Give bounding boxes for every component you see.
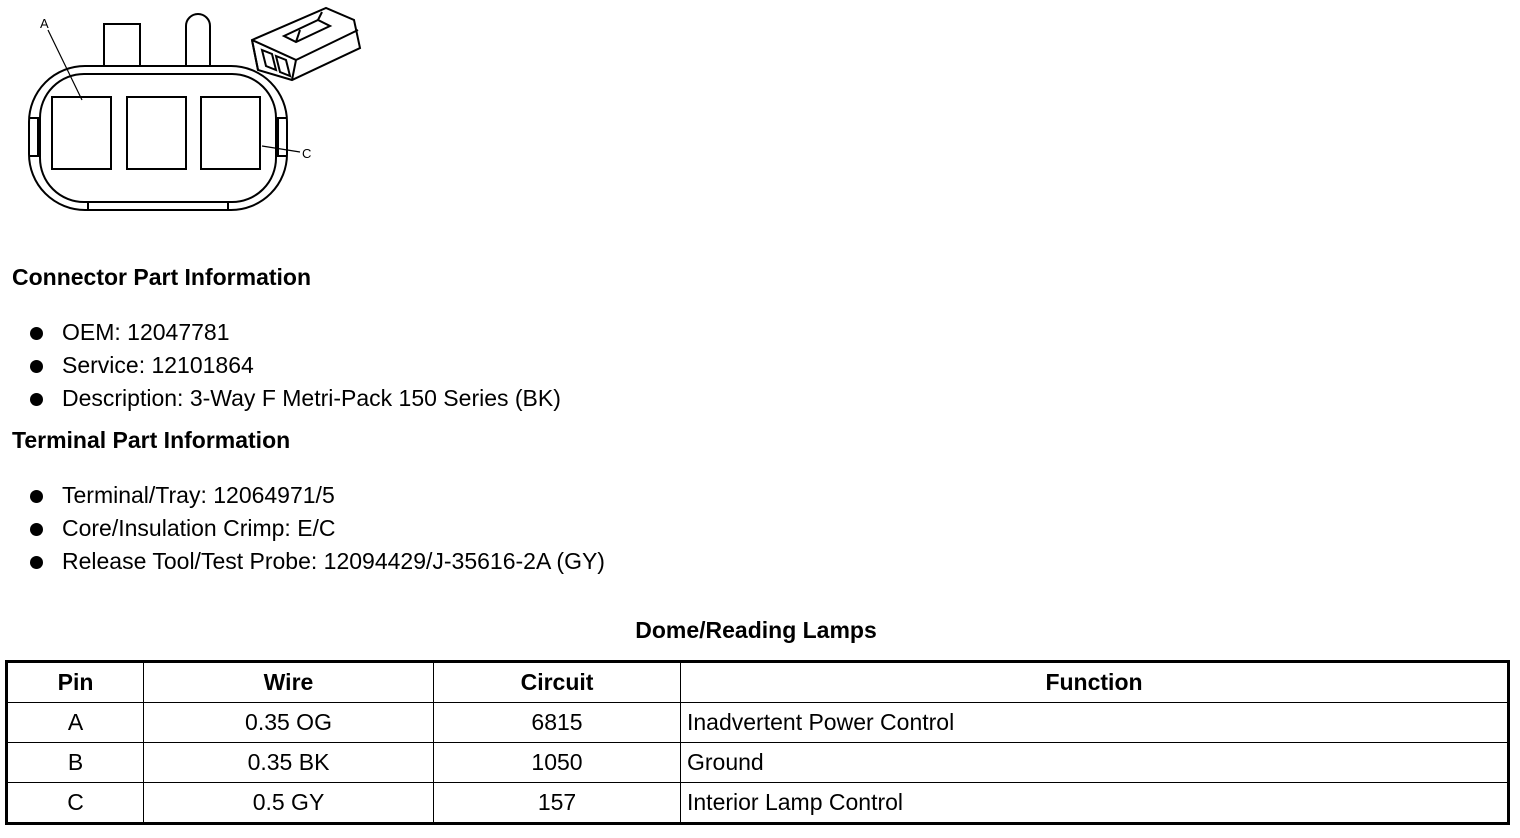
- cell-function: Interior Lamp Control: [681, 783, 1509, 824]
- cell-circuit: 1050: [434, 743, 681, 783]
- cell-wire: 0.35 OG: [144, 703, 434, 743]
- terminal-part-list: [28, 479, 605, 578]
- header-wire: Wire: [144, 662, 434, 703]
- cell-pin: B: [7, 743, 144, 783]
- pin-table: [5, 660, 1510, 825]
- table-row: [7, 743, 1509, 783]
- callout-a-label: A: [40, 16, 49, 31]
- cell-function: Ground: [681, 743, 1509, 783]
- header-circuit: Circuit: [434, 662, 681, 703]
- table-header-row: [7, 662, 1509, 703]
- terminal-crimp: Core/Insulation Crimp: E/C: [62, 515, 336, 541]
- cell-wire: 0.35 BK: [144, 743, 434, 783]
- connector-oem: OEM: 12047781: [62, 319, 230, 345]
- terminal-tray: Terminal/Tray: 12064971/5: [62, 482, 335, 508]
- bullet-icon: [30, 327, 43, 340]
- connector-part-list: [28, 316, 561, 415]
- connector-part-heading: Connector Part Information: [12, 264, 312, 290]
- cell-pin: A: [7, 703, 144, 743]
- bullet-icon: [30, 393, 43, 406]
- bullet-icon: [30, 490, 43, 503]
- list-item: [28, 512, 605, 545]
- list-item: [28, 349, 561, 382]
- cell-circuit: 6815: [434, 703, 681, 743]
- connector-service: Service: 12101864: [62, 352, 254, 378]
- terminal-part-heading: Terminal Part Information: [12, 427, 291, 453]
- header-pin: Pin: [7, 662, 144, 703]
- table-row: [7, 783, 1509, 824]
- bullet-icon: [30, 360, 43, 373]
- cell-function: Inadvertent Power Control: [681, 703, 1509, 743]
- connector-diagram: [0, 0, 370, 220]
- connector-description: Description: 3-Way F Metri-Pack 150 Series (BK): [62, 385, 561, 411]
- cell-pin: C: [7, 783, 144, 824]
- bullet-icon: [30, 523, 43, 536]
- list-item: [28, 316, 561, 349]
- cell-circuit: 157: [434, 783, 681, 824]
- callout-c-label: C: [302, 146, 312, 161]
- terminal-release-tool: Release Tool/Test Probe: 12094429/J-35616-2A (GY): [62, 548, 605, 574]
- list-item: [28, 479, 605, 512]
- list-item: [28, 545, 605, 578]
- cell-wire: 0.5 GY: [144, 783, 434, 824]
- table-title: Dome/Reading Lamps: [635, 617, 877, 643]
- table-row: [7, 703, 1509, 743]
- list-item: [28, 382, 561, 415]
- header-function: Function: [681, 662, 1509, 703]
- bullet-icon: [30, 556, 43, 569]
